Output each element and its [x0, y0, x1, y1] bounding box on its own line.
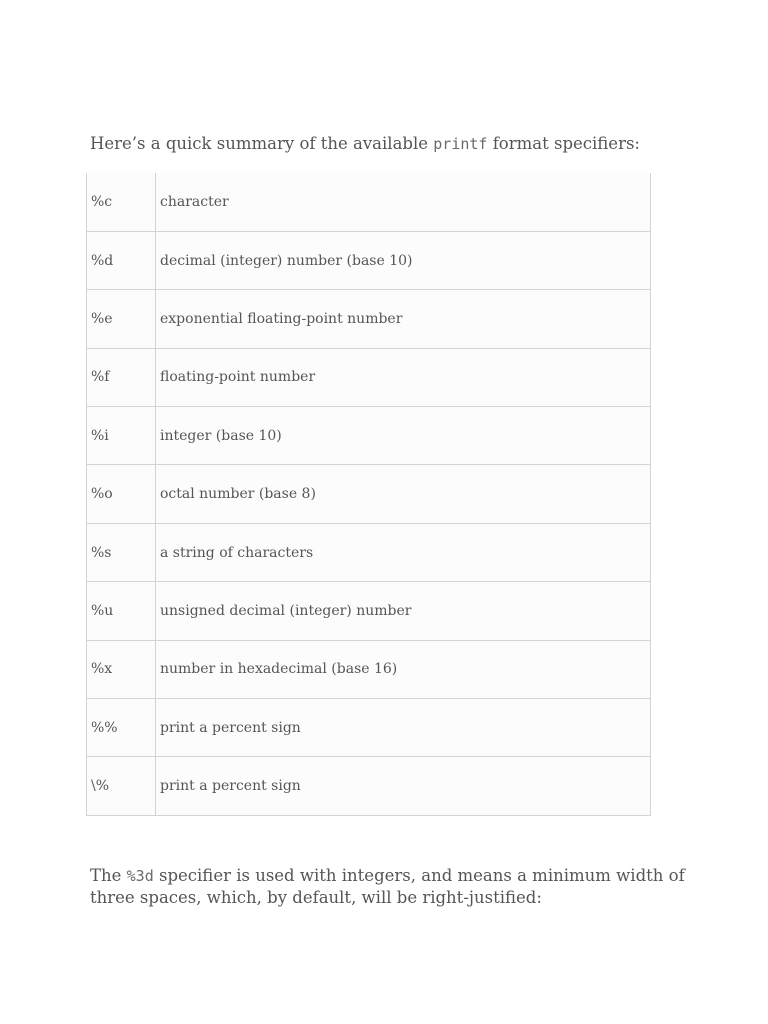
specifier-cell: %i — [87, 407, 156, 465]
specifier-cell: %e — [87, 290, 156, 348]
intro-paragraph — [90, 131, 690, 157]
specifier-cell: %o — [87, 465, 156, 523]
outro-paragraph — [90, 865, 690, 909]
description-cell: exponential floating-point number — [156, 290, 651, 348]
description-cell: unsigned decimal (integer) number — [156, 582, 651, 640]
description-cell: character — [156, 173, 651, 231]
table-row — [87, 465, 651, 523]
table-row — [87, 640, 651, 698]
description-cell: decimal (integer) number (base 10) — [156, 231, 651, 289]
description-cell: print a percent sign — [156, 757, 651, 815]
table-row — [87, 348, 651, 406]
format-specifier-table — [86, 173, 651, 816]
description-cell: floating-point number — [156, 348, 651, 406]
printf-code: printf — [433, 135, 488, 153]
description-cell: octal number (base 8) — [156, 465, 651, 523]
specifier-cell: %% — [87, 699, 156, 757]
outro-text-before: The — [90, 866, 127, 885]
description-cell: number in hexadecimal (base 16) — [156, 640, 651, 698]
description-cell: print a percent sign — [156, 699, 651, 757]
specifier-cell: \% — [87, 757, 156, 815]
outro-text-after: specifier is used with integers, and means a minimum width of three spaces, which, by default, will be right-justified: — [90, 866, 685, 907]
table-row — [87, 582, 651, 640]
specifier-cell: %c — [87, 173, 156, 231]
specifier-cell: %f — [87, 348, 156, 406]
table-row — [87, 523, 651, 581]
table-row — [87, 231, 651, 289]
table-row — [87, 290, 651, 348]
table-row — [87, 173, 651, 231]
specifier-cell: %s — [87, 523, 156, 581]
table-row — [87, 407, 651, 465]
description-cell: integer (base 10) — [156, 407, 651, 465]
intro-text-after: format specifiers: — [487, 134, 640, 153]
intro-text-before: Here’s a quick summary of the available — [90, 134, 434, 153]
width-specifier-code: %3d — [126, 867, 154, 885]
specifier-cell: %x — [87, 640, 156, 698]
specifier-cell: %u — [87, 582, 156, 640]
table-row — [87, 757, 651, 815]
specifier-cell: %d — [87, 231, 156, 289]
table-row — [87, 699, 651, 757]
description-cell: a string of characters — [156, 523, 651, 581]
